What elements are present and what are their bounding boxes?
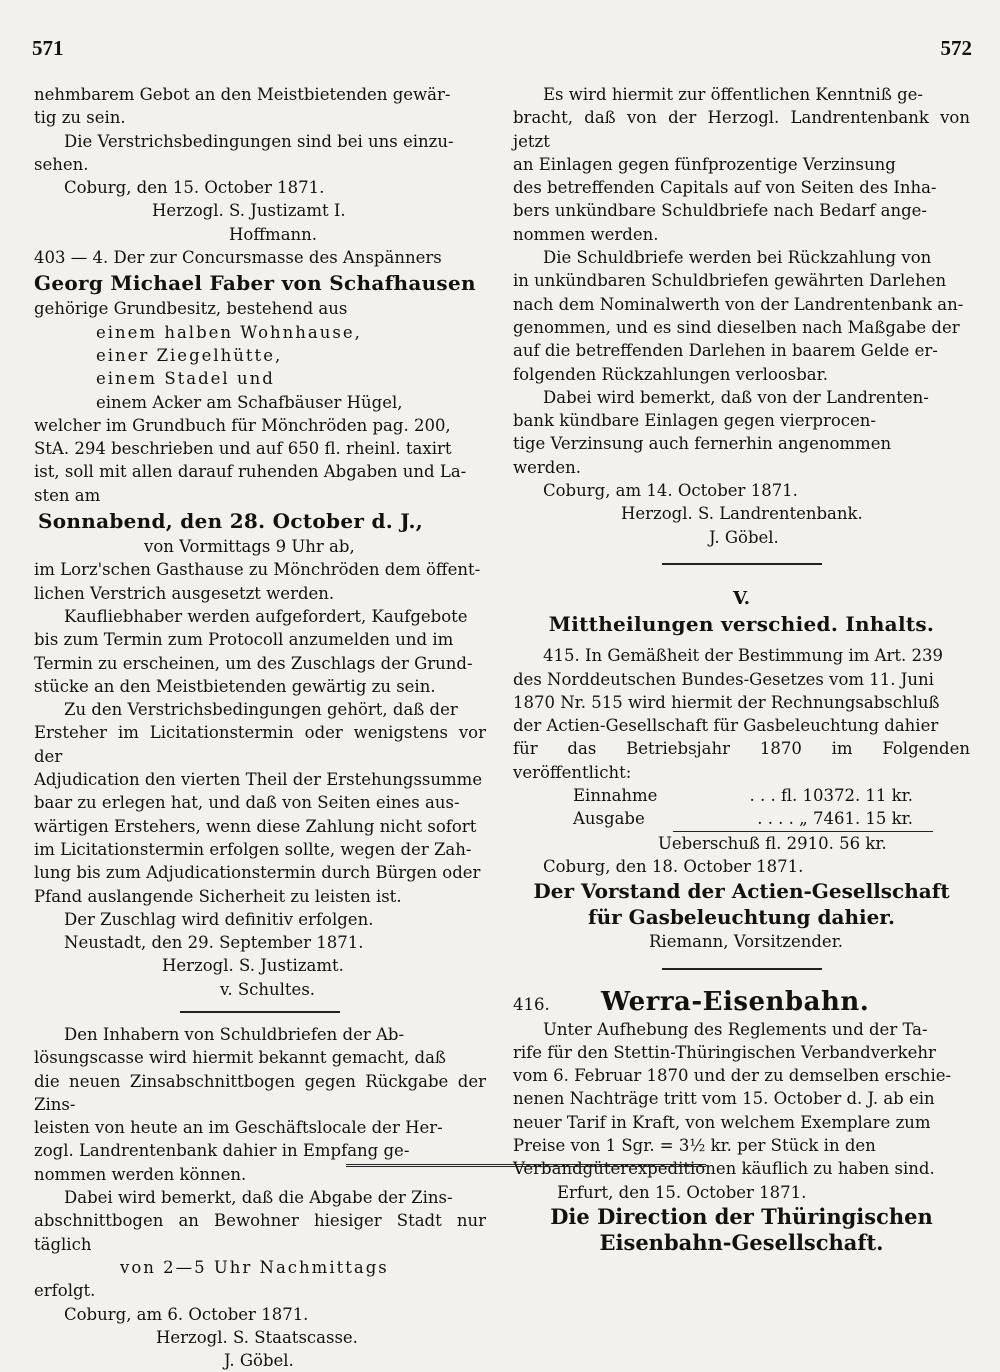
notice-title: Werra-Eisenbahn. (601, 986, 870, 1017)
text-line: Unter Aufhebung des Reglements und der Ta- (543, 1019, 928, 1039)
text-line: Die Schuldbriefe werden bei Rückzahlung von (543, 248, 932, 268)
text-line: erfolgt. (34, 1281, 96, 1301)
text-line: 403 — 4. Der zur Concursmasse des Anspänners (34, 248, 442, 268)
text-line: im Licitationstermin erfolgen sollte, wegen der Zah- (34, 839, 472, 859)
text-line: bis zum Termin zum Protocoll anzumelden und im (34, 630, 454, 650)
text-line: von Vormittags 9 Uhr ab, (144, 537, 355, 557)
text-line: die neuen Zinsabschnittbogen gegen Rückgabe der Zins- (34, 1071, 486, 1114)
section-number: V. (732, 587, 751, 609)
list-item: einem halben Wohnhause, (96, 322, 362, 342)
text-line: ist, soll mit allen darauf ruhenden Abgaben und La- (34, 462, 467, 482)
page-number-right: 572 (940, 36, 972, 60)
text-line: vom 6. Februar 1870 und der zu demselben erschie- (513, 1066, 952, 1086)
signature: J. Göbel. (709, 527, 779, 547)
authority: Herzogl. S. Justizamt I. (152, 201, 346, 221)
text-line: Die Verstrichsbedingungen sind bei uns einzu- (64, 131, 454, 151)
list-item: einer Ziegelhütte, (96, 345, 283, 365)
text-line: Dabei wird bemerkt, daß die Abgabe der Zins- (64, 1188, 453, 1208)
signature: Riemann, Vorsitzender. (649, 932, 844, 952)
text-line: abschnittbogen an Bewohner hiesiger Stadt nur täglich (34, 1211, 486, 1254)
divider (662, 563, 822, 565)
board-line: Der Vorstand der Actien-Gesellschaft (533, 879, 950, 904)
notice-heading (513, 986, 970, 1018)
text-line: bers unkündbare Schuldbriefe nach Bedarf ange- (513, 201, 928, 221)
text-line: Verbandgüterexpeditionen käuflich zu haben sind. (513, 1159, 935, 1179)
authority: Herzogl. S. Landrentenbank. (621, 504, 863, 524)
auction-date: Sonnabend, den 28. October d. J., (38, 509, 423, 534)
text-line: für das Betriebsjahr 1870 im Folgenden veröffentlicht: (513, 739, 970, 782)
text-line: Kaufliebhaber werden aufgefordert, Kaufgebote (64, 606, 468, 626)
place-date: Neustadt, den 29. September 1871. (64, 933, 364, 953)
divider (180, 1011, 340, 1013)
text-line: leisten von heute an im Geschäftslocale der Her- (34, 1118, 443, 1138)
divider (662, 968, 822, 970)
text-line: nommen werden können. (34, 1164, 247, 1184)
text-line: Pfand auslangende Sicherheit zu leisten ist. (34, 886, 402, 906)
text-line: nommen werden. (513, 224, 659, 244)
row-value: . . . fl. 10372. 11 kr. (749, 786, 913, 806)
text-line: sten am (34, 485, 101, 505)
text-line: rife für den Stettin-Thüringischen Verbandverkehr (513, 1042, 936, 1062)
text-line: nehmbarem Gebot an den Meistbietenden gewär- (34, 85, 451, 104)
row-value: . . . . „ 7461. 15 kr. (757, 809, 913, 829)
text-line: Termin zu erscheinen, um des Zuschlags der Grund- (34, 653, 473, 673)
surplus-line: Ueberschuß fl. 2910. 56 kr. (658, 833, 887, 853)
signature: Hoffmann. (229, 224, 318, 244)
text-line: tig zu sein. (34, 108, 126, 128)
text-line: der Actien-Gesellschaft für Gasbeleuchtung dahier (513, 716, 939, 736)
text-line: lösungscasse wird hiermit bekannt gemacht, daß (34, 1048, 446, 1068)
text-line: sehen. (34, 154, 89, 174)
text-line: neuer Tarif in Kraft, von welchem Exemplare zum (513, 1112, 931, 1132)
text-line: stücke an den Meistbietenden gewärtig zu sein. (34, 676, 436, 696)
place-date: Coburg, den 18. October 1871. (543, 856, 804, 876)
row-label: Einnahme (573, 786, 658, 806)
list-item: einem Stadel und (96, 369, 275, 389)
signature: v. Schultes. (220, 979, 316, 999)
notice-landrentenbank (513, 83, 970, 549)
text-line: Zu den Verstrichsbedingungen gehört, daß der (64, 700, 458, 720)
text-line: auf die betreffenden Darlehen in baarem Gelde er- (513, 341, 938, 361)
text-line: nach dem Nominalwerth von der Landrentenbank an- (513, 294, 964, 314)
text-line: Den Inhabern von Schuldbriefen der Ab- (64, 1024, 405, 1044)
text-line: bracht, daß von der Herzogl. Landrentenbank von jetzt (513, 108, 970, 151)
place-date: Coburg, den 15. October 1871. (64, 178, 325, 198)
text-line: im Lorz'schen Gasthause zu Mönchröden dem öffent- (34, 560, 481, 580)
text-line: bank kündbare Einlagen gegen vierprocen- (513, 411, 877, 431)
text-line: in unkündbaren Schuldbriefen gewährten Darlehen (513, 271, 947, 291)
text-line: wärtigen Erstehers, wenn diese Zahlung nicht sofort (34, 816, 477, 836)
text-line: 1870 Nr. 515 wird hiermit der Rechnungsabschluß (513, 692, 940, 712)
place-date: Coburg, am 14. October 1871. (543, 481, 798, 501)
section-title: Mittheilungen verschied. Inhalts. (548, 612, 935, 637)
notice-415 (513, 644, 970, 953)
text-line: welcher im Grundbuch für Mönchröden pag. 200, (34, 415, 451, 435)
place-date: Coburg, am 6. October 1871. (64, 1304, 309, 1324)
account-row-expense (513, 807, 970, 830)
notice-403 (34, 246, 486, 1001)
right-column (513, 83, 970, 1256)
text-line: baar zu erlegen hat, und daß von Seiten eines aus- (34, 793, 460, 813)
text-line: Dabei wird bemerkt, daß von der Landrenten- (543, 387, 929, 407)
text-line: an Einlagen gegen fünfprozentige Verzinsung (513, 154, 896, 174)
text-line: des Norddeutschen Bundes-Gesetzes vom 11. Juni (513, 669, 934, 689)
signature: J. Göbel. (224, 1351, 294, 1371)
text-line: nenen Nachträge tritt vom 15. October d. J. ab ein (513, 1089, 935, 1109)
text-line-heading: Georg Michael Faber von Schafhausen (34, 271, 476, 296)
list-item: einem Acker am Schafbäuser Hügel, (96, 392, 403, 412)
direction-line: Eisenbahn-Gesellschaft. (599, 1229, 884, 1255)
text-line: Adjudication den vierten Theil der Erstehungssumme (34, 770, 483, 790)
text-line: folgenden Rückzahlungen verloosbar. (513, 364, 828, 384)
row-label: Ausgabe (573, 809, 645, 829)
text-line: werden. (513, 457, 581, 477)
account-row-income (513, 784, 970, 807)
text-line: 415. In Gemäßheit der Bestimmung im Art. 239 (543, 646, 944, 666)
text-line: zogl. Landrentenbank dahier in Empfang ge- (34, 1141, 410, 1161)
text-line: Es wird hiermit zur öffentlichen Kenntniß ge- (543, 85, 923, 104)
notice-zinsabschnitt (34, 1023, 486, 1372)
text-line: Preise von 1 Sgr. = 3½ kr. per Stück in den (513, 1135, 876, 1155)
text-line: des betreffenden Capitals auf von Seiten des Inha- (513, 178, 937, 198)
place-date: Erfurt, den 15. October 1871. (557, 1182, 807, 1202)
direction-line: Die Direction der Thüringischen (550, 1203, 933, 1229)
text-line: tige Verzinsung auch fernerhin angenommen (513, 434, 892, 454)
text-line: gehörige Grundbesitz, bestehend aus (34, 299, 348, 319)
authority: Herzogl. S. Staatscasse. (156, 1327, 358, 1347)
text-line: StA. 294 beschrieben und auf 650 fl. rheinl. taxirt (34, 439, 452, 459)
text-line: lichen Verstrich ausgesetzt werden. (34, 583, 335, 603)
notice-continuation (34, 83, 486, 246)
text-line: Der Zuschlag wird definitiv erfolgen. (64, 909, 374, 929)
notice-number: 416. (513, 994, 550, 1014)
authority: Herzogl. S. Justizamt. (162, 956, 344, 976)
text-line: genommen, und es sind dieselben nach Maßgabe der (513, 317, 960, 337)
notice-416 (513, 986, 970, 1256)
text-line: Ersteher im Licitationstermin oder wenigstens vor der (34, 723, 486, 766)
page-bottom-rule (346, 1164, 706, 1167)
left-column (34, 83, 486, 1372)
page-number-left: 571 (32, 36, 64, 60)
section-v (513, 587, 970, 638)
board-line: für Gasbeleuchtung dahier. (588, 905, 895, 930)
text-line: von 2—5 Uhr Nachmittags (120, 1257, 389, 1277)
text-line: lung bis zum Adjudicationstermin durch Bürgen oder (34, 863, 481, 883)
